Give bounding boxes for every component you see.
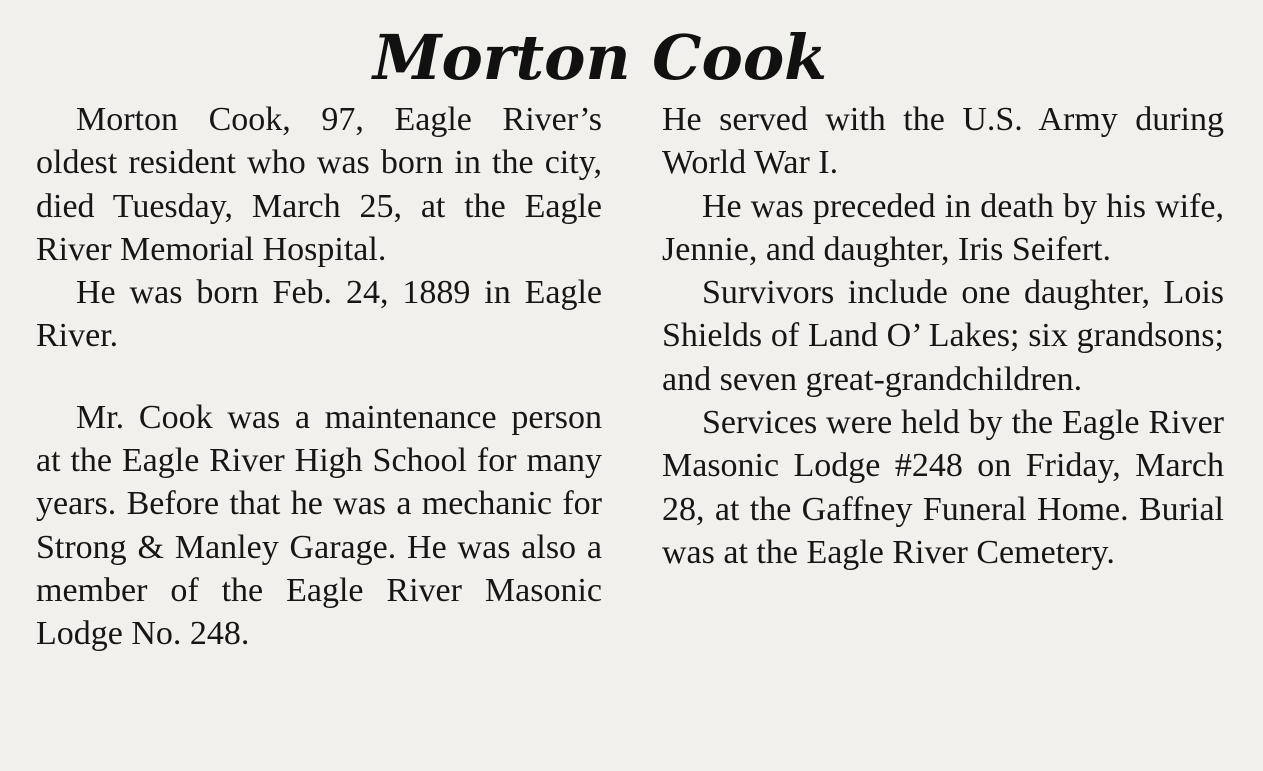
paragraph-survivors: Survivors include one daughter, Lois Shields of Land O’ Lakes; six grandsons; and seven great-grandchildren. — [662, 274, 1224, 398]
paragraph-military: He served with the U.S. Army during World War I. — [662, 101, 1224, 182]
paragraph-spacer — [36, 358, 602, 396]
right-column — [662, 98, 1224, 574]
paragraph-birth: He was born Feb. 24, 1889 in Eagle River. — [36, 274, 602, 355]
paragraph-intro: Morton Cook, 97, Eagle River’s oldest resident who was born in the city, died Tuesday, March 25, at the Eagle River Memorial Hospital. — [36, 101, 602, 268]
left-column — [36, 98, 602, 656]
paragraph-preceded: He was preceded in death by his wife, Jennie, and daughter, Iris Seifert. — [662, 187, 1224, 268]
article-title: Morton Cook — [372, 21, 828, 94]
paragraph-career: Mr. Cook was a maintenance person at the Eagle River High School for many years. Before that he was a mechanic for Strong & Manley Garage. He was also a member of the Eagle River Masonic Lodge No. 248. — [36, 398, 602, 653]
paragraph-services: Services were held by the Eagle River Masonic Lodge #248 on Friday, March 28, at the Gaffney Funeral Home. Burial was at the Eagle River Cemetery. — [662, 404, 1224, 571]
